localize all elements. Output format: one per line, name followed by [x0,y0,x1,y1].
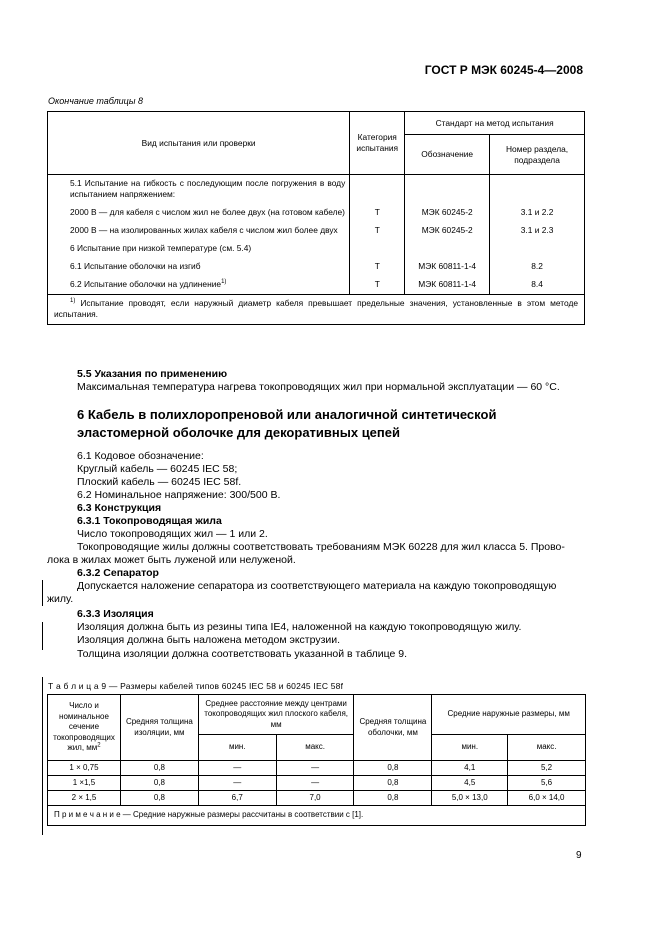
t9-cores: 2 × 1,5 [48,791,121,806]
t8-designation: МЭК 60245-2 [405,222,490,240]
page-number: 9 [576,850,582,861]
t8-category [350,240,405,258]
para-insulation-1: Изоляция должна быть из резины типа IE4, наложенной на каждую токопроводящую жилу. [77,621,522,633]
t9-sheath: 0,8 [354,761,432,776]
table-row [48,240,585,258]
t9-sheath: 0,8 [354,791,432,806]
t8-test: 6.2 Испытание оболочки на удлинение [70,279,222,289]
section-6-title-line1: 6 Кабель в полихлоропреновой или аналогичной синтетической [77,407,497,422]
t8-test: 6.1 Испытание оболочки на изгиб [48,258,350,276]
t8-designation: МЭК 60811-1-4 [405,258,490,276]
t8-section: 8.4 [490,276,585,295]
t9-dist-min: — [198,761,276,776]
footnote-ref: 1) [221,279,227,286]
t8-test: 2000 В — на изолированных жилах кабеля с числом жил более двух [48,222,350,240]
table-row [48,791,586,806]
table-row [48,222,585,240]
para-6-1: 6.1 Кодовое обозначение: [77,450,204,462]
para-separator-2: жилу. [47,593,74,605]
t8-designation: МЭК 60245-2 [405,204,490,222]
t9-dist-min: — [198,776,276,791]
t9-sheath: 0,8 [354,776,432,791]
table-row [48,761,586,776]
heading-6-3: 6.3 Конструкция [77,502,162,514]
para-round-cable: Круглый кабель — 60245 IEC 58; [77,463,238,475]
t9-dist-max: — [276,761,354,776]
heading-6-3-2: 6.3.2 Сепаратор [77,567,159,579]
para-insulation-3: Толщина изоляции должна соответствовать указанной в таблице 9. [77,648,408,660]
t8-test: 2000 В — для кабеля с числом жил не более двух (на готовом кабеле) [48,204,350,222]
t8-section [490,240,585,258]
t9-dist-min: 6,7 [198,791,276,806]
t9-dist-max: 7,0 [276,791,354,806]
t9-outer-min: 4,5 [432,776,508,791]
t8-section [490,175,585,205]
section-6-title-line2: эластомерной оболочке для декоративных цепей [77,425,400,440]
t8-test: 6 Испытание при низкой температуре (см. 5.4) [48,240,350,258]
footnote-mark: 1) [70,298,76,305]
t8-category: Т [350,204,405,222]
t9-header-outer-min: мин. [432,735,508,761]
t8-category: Т [350,258,405,276]
t9-header-cores-sup: 2 [97,742,101,749]
t9-insulation: 0,8 [120,761,198,776]
table-row [48,258,585,276]
t9-outer-min: 4,1 [432,761,508,776]
t9-header-insulation: Средняя толщина изоляции, мм [120,695,198,761]
para-insulation-2: Изоляция должна быть наложена методом экструзии. [77,634,341,646]
t8-header-category: Категория испытания [350,112,405,175]
t8-test: 5.1 Испытание на гибкость с последующим после погружения в воду испытанием напряжением: [48,175,350,205]
footnote-text: Испытание проводят, если наружный диаметр кабеля превышает предельные значения, установленные в этом методе испытания. [54,298,579,319]
table-row [48,776,586,791]
t9-insulation: 0,8 [120,776,198,791]
para-cores: Число токопроводящих жил — 1 или 2. [77,528,268,540]
t9-outer-max: 5,2 [508,761,586,776]
t9-header-dist-min: мин. [198,735,276,761]
table-row [48,204,585,222]
t9-header-dist-max: макс. [276,735,354,761]
change-bar [42,580,43,606]
t9-cores: 1 × 0,75 [48,761,121,776]
t9-outer-max: 5,6 [508,776,586,791]
t9-header-sheath: Средняя толщина оболочки, мм [354,695,432,761]
t9-header-outer-max: макс. [508,735,586,761]
t8-footnote [48,295,585,325]
change-bar [42,677,43,835]
heading-6-3-3: 6.3.3 Изоляция [77,608,154,620]
para-conductor-2: лока в жилах может быть луженой или нелуженой. [47,554,296,566]
t9-outer-max: 6,0 × 14,0 [508,791,586,806]
table-row [48,276,585,295]
t9-note: П р и м е ч а н и е — Средние наружные размеры рассчитаны в соответствии с [1]. [48,806,586,826]
t9-dist-max: — [276,776,354,791]
t8-section: 3.1 и 2.3 [490,222,585,240]
para-separator-1: Допускается наложение сепаратора из соответствующего материала на каждую токопроводящую [77,580,557,592]
t9-cores: 1 ×1,5 [48,776,121,791]
table8-caption: Окончание таблицы 8 [48,96,143,106]
t9-header-cores [48,695,121,761]
t8-category [350,175,405,205]
table-9 [47,694,586,826]
t9-header-distance: Среднее расстояние между центрами токопроводящих жил плоского кабеля, мм [198,695,354,735]
section-5-5-text: Максимальная температура нагрева токопроводящих жил при нормальной эксплуатации — 60 °С. [77,381,560,393]
change-bar [42,622,43,650]
t8-header-test: Вид испытания или проверки [48,112,350,175]
t8-designation [405,175,490,205]
t8-header-standard: Стандарт на метод испытания [405,112,585,135]
para-flat-cable: Плоский кабель — 60245 IEC 58f. [77,476,242,488]
t8-test-cell [48,276,350,295]
t8-designation: МЭК 60811-1-4 [405,276,490,295]
document-header: ГОСТ Р МЭК 60245-4—2008 [424,63,583,77]
para-6-2: 6.2 Номинальное напряжение: 300/500 В. [77,489,281,501]
t8-section: 8.2 [490,258,585,276]
para-conductor-1: Токопроводящие жилы должны соответствовать требованиям МЭК 60228 для жил класса 5. Прово- [77,541,565,553]
section-6-title [77,406,496,442]
t9-insulation: 0,8 [120,791,198,806]
t8-category: Т [350,276,405,295]
heading-6-3-1: 6.3.1 Токопроводящая жила [77,515,222,527]
t8-category: Т [350,222,405,240]
table9-caption: Т а б л и ц а 9 — Размеры кабелей типов 60245 IEC 58 и 60245 IEC 58f [48,681,344,691]
table-row [48,175,585,205]
section-5-5-title: 5.5 Указания по применению [77,368,228,380]
t8-header-designation: Обозначение [405,135,490,175]
t9-header-cores-text: Число и номинальное сечение токопроводящих жил, мм [53,701,115,753]
t8-designation [405,240,490,258]
t9-outer-min: 5,0 × 13,0 [432,791,508,806]
t8-header-section: Номер раздела, подраздела [490,135,585,175]
t9-header-outer: Средние наружные размеры, мм [432,695,586,735]
table-8 [47,111,585,325]
t8-section: 3.1 и 2.2 [490,204,585,222]
